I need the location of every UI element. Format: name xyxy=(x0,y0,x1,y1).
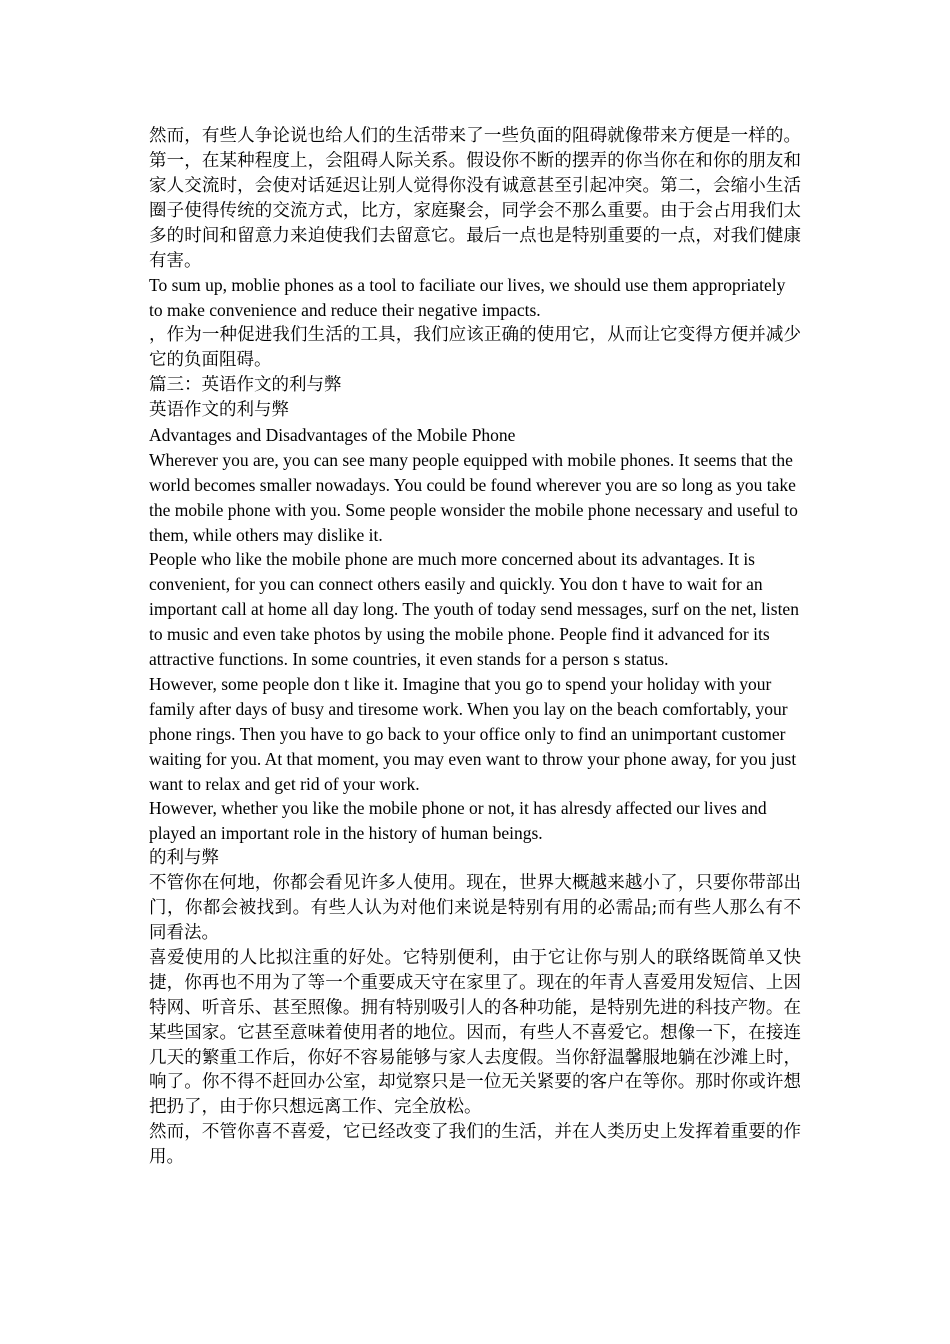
paragraph-zh-intro: 不管你在何地，你都会看见许多人使用。现在，世界大概越来越小了，只要你带部出门，你都会被找到。有些人认为对他们来说是特别有用的必需品;而有些人那么有不同看法。 xyxy=(149,873,801,943)
paragraph-zh-body: 喜爱使用的人比拟注重的好处。它特别便利，由于它让你与别人的联络既简单又快捷，你再也不用为了等一个重要成天守在家里了。现在的年青人喜爱用发短信、上因特网、听音乐、甚至照像。拥有特别吸引人的各种功能，是特别先进的科技产物。在某些国家。它甚至意味着使用者的地位。因而，有些人不喜爱它。想像一下，在接连几天的繁重工作后，你好不容易能够与家人去度假。当你舒温馨服地躺在沙滩上时，响了。你不得不赶回办公室，却觉察只是一位无关紧要的客户在等你。那时你或许想把扔了，由于你只想远离工作、完全放松。 xyxy=(149,947,801,1118)
document-body xyxy=(149,124,801,1170)
essay-title: Advantages and Disadvantages of the Mobile Phone xyxy=(149,424,516,445)
paragraph-zh-sum-up: ，作为一种促进我们生活的工具，我们应该正确的使用它，从而让它变得方便并减少它的负面阻碍。 xyxy=(149,325,801,371)
paragraph-zh-conclusion: 然而，不管你喜不喜爱，它已经改变了我们的生活，并在人类历史上发挥着重要的作用。 xyxy=(149,1122,801,1168)
paragraph-en-disadvantages: However, some people don t like it. Imagine that you go to spend your holiday with your family after days of busy and tiresome work. When you lay on the beach comfortably, your phone rings. Then you have to go back to your office only to find an unimportant customer waiting for you. At that moment, you may even want to throw your phone away, for you just want to relax and get rid of your work. xyxy=(149,673,797,794)
paragraph-en-conclusion: However, whether you like the mobile phone or not, it has alresdy affected our lives and played an important role in the history of human beings. xyxy=(149,798,767,844)
paragraph-zh-conclusion-negative: 然而，有些人争论说也给人们的生活带来了一些负面的阻碍就像带来方便是一样的。第一，在某种程度上，会阻碍人际关系。假设你不断的摆弄的你当你在和你的朋友和家人交流时，会使对话延迟让别人觉得你没有诚意甚至引起冲突。第二，会缩小生活圈子使得传统的交流方式，比方，家庭聚会，同学会不那么重要。由于会占用我们太多的时间和留意力来迫使我们去留意它。最后一点也是特别重要的一点，对我们健康有害。 xyxy=(149,126,801,271)
section-heading: 篇三：英语作文的利与弊 xyxy=(149,375,342,396)
section-subheading: 英语作文的利与弊 xyxy=(149,399,289,420)
paragraph-zh-title: 的利与弊 xyxy=(149,848,219,869)
paragraph-en-intro: Wherever you are, you can see many people equipped with mobile phones. It seems that the world becomes smaller nowadays. You could be found wherever you are so long as you take the mobile phone with you. Some people wonsider the mobile phone necessary and useful to them, while others may dislike it. xyxy=(149,449,798,545)
paragraph-en-sum-up: To sum up, moblie phones as a tool to faciliate our lives, we should use them appropriately to make convenience and reduce their negative impacts. xyxy=(149,275,786,321)
paragraph-en-advantages: People who like the mobile phone are much more concerned about its advantages. It is convenient, for you can connect others easily and quickly. You don t have to wait for an important call at home all day long. The youth of today send messages, surf on the net, listen to music and even take photos by using the mobile phone. People find it advanced for its attractive functions. In some countries, it even stands for a person s status. xyxy=(149,549,799,670)
